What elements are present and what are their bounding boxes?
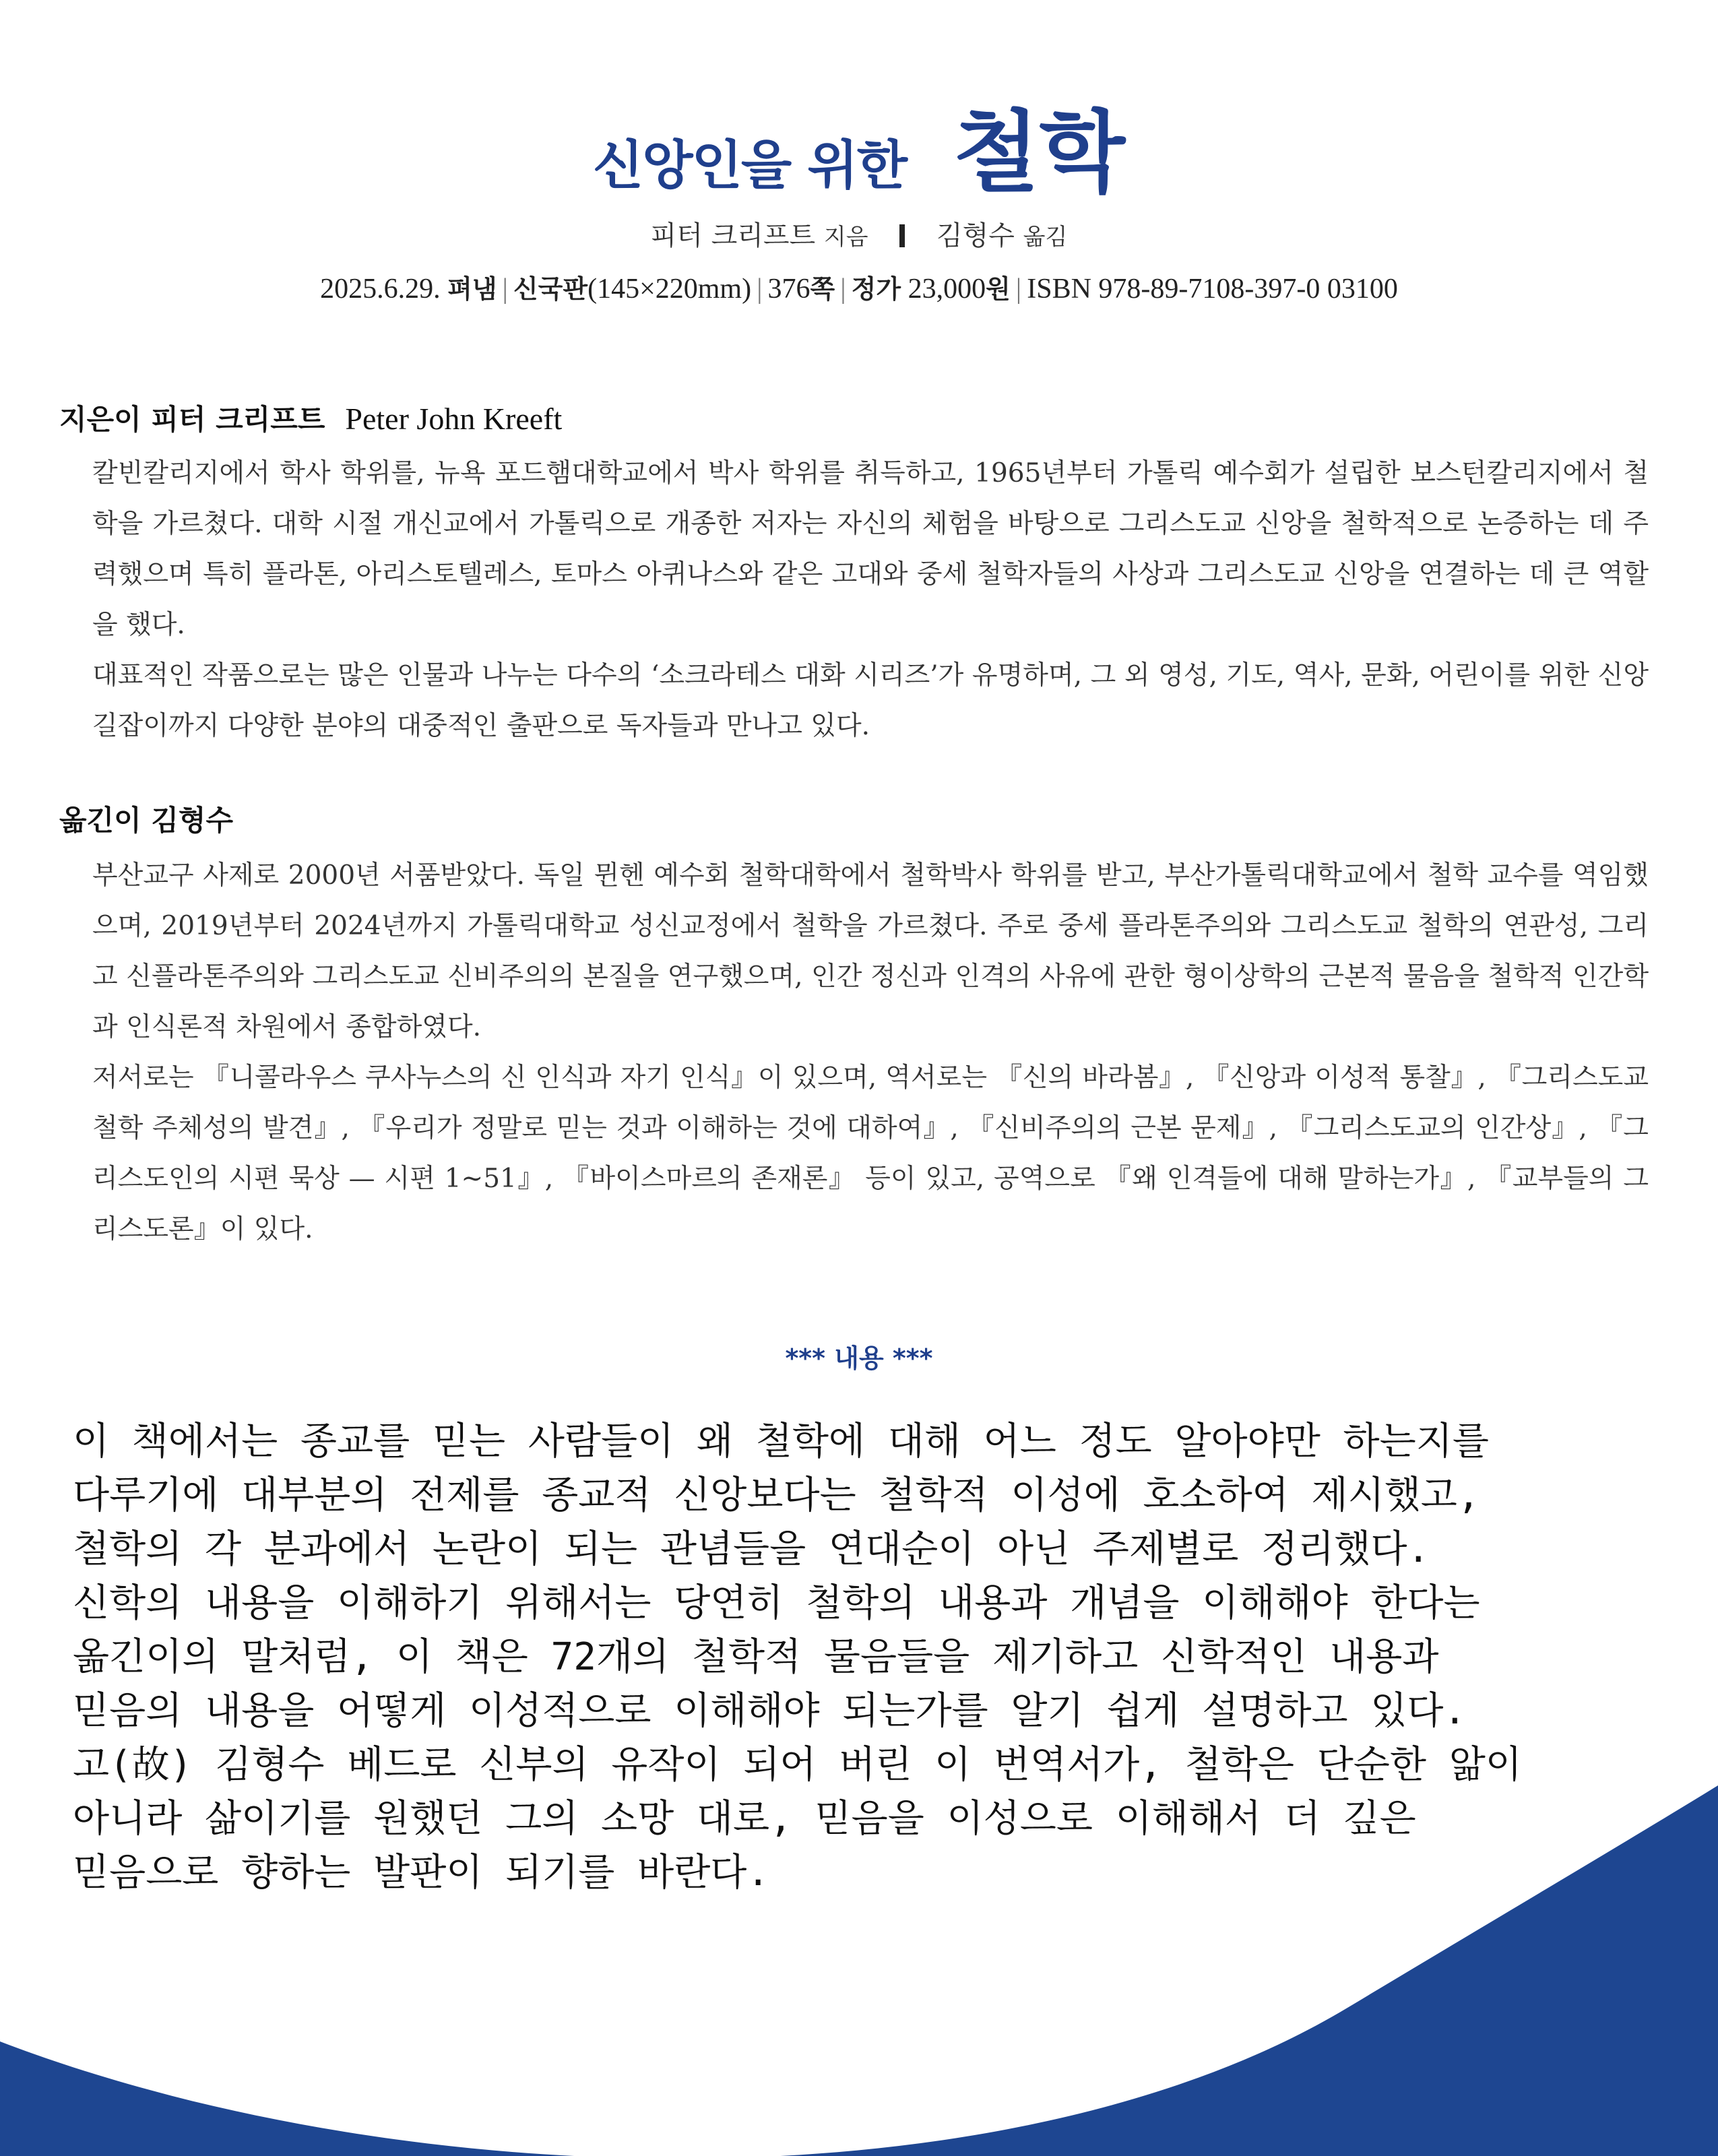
format-label: 신국판 — [513, 274, 588, 304]
price-num: 23,000 — [908, 274, 986, 305]
author-name: 피터 크리프트 — [650, 220, 816, 251]
content-line: 신학의 내용을 이해하기 위해서는 당연히 철학의 내용과 개념을 이해해야 한다는 — [73, 1581, 1480, 1625]
byline-separator — [899, 224, 905, 247]
isbn: ISBN 978-89-7108-397-0 03100 — [1027, 274, 1398, 305]
pages-unit: 쪽 — [810, 274, 835, 304]
pages-num: 376 — [767, 274, 810, 305]
author-bio-paragraph: 대표적인 작품으로는 많은 인물과 나누는 다수의 ‘소크라테스 대화 시리즈’가 유명하며, 그 외 영성, 기도, 역사, 문화, 어린이를 위한 신앙 길잡이까지 다양한 분야의 대중적인 출판으로 독자들과 만나고 있다. — [92, 660, 1649, 741]
content-body — [73, 1415, 1690, 1900]
title-small: 신앙인을 위한 — [592, 135, 907, 196]
translator-bio — [92, 850, 1649, 1255]
author-role: 지음 — [823, 224, 868, 251]
author-heading — [59, 398, 562, 438]
content-line: 다루기에 대부분의 전제를 종교적 신앙보다는 철학적 이성에 호소하여 제시했고, — [73, 1473, 1480, 1517]
content-line: 이 책에서는 종교를 믿는 사람들이 왜 철학에 대해 어느 정도 알아야만 하는지를 — [73, 1420, 1489, 1463]
title-big: 철학 — [953, 101, 1126, 205]
book-title — [0, 81, 1718, 209]
content-line: 옮긴이의 말처럼, 이 책은 72개의 철학적 물음들을 제기하고 신학적인 내용과 — [73, 1635, 1439, 1679]
author-heading-ko: 지은이 피터 크리프트 — [59, 403, 325, 436]
publication-info: 2025.6.29. 펴냄 | 신국판(145×220mm) | 376쪽 | 정가 23,000원 | ISBN 978-89-7108-397-0 03100 — [320, 274, 1398, 305]
pub-date: 2025.6.29. — [320, 274, 441, 305]
price-unit: 원 — [986, 274, 1011, 304]
content-line: 철학의 각 분과에서 논란이 되는 관념들을 연대순이 아닌 주제별로 정리했다. — [73, 1527, 1430, 1571]
content-heading: *** 내용 *** — [785, 1343, 933, 1373]
translator-heading: 옮긴이 김형수 — [59, 804, 234, 837]
byline — [0, 214, 1718, 253]
format-size: (145×220mm) — [587, 274, 752, 305]
content-line: 고(故) 김형수 베드로 신부의 유작이 되어 버린 이 번역서가, 철학은 단순한 앎이 — [73, 1743, 1522, 1787]
translator-bio-paragraph: 부산교구 사제로 2000년 서품받았다. 독일 뮌헨 예수회 철학대학에서 철학박사 학위를 받고, 부산가톨릭대학교에서 철학 교수를 역임했으며, 2019년부터 2024년까지 가톨릭대학교 성신교정에서 철학을 가르쳤다. 주로 중세 플라톤주의와 그리스도교 철학의 연관성, 그리고 신플라톤주의와 그리스도교 신비주의의 본질을 연구했으며, 인간 정신과 인격의 사유에 관한 형이상학의 근본적 물음을 철학적 인간학과 인식론적 차원에서 종합하였다. — [92, 860, 1649, 1042]
translator-name: 김형수 — [936, 220, 1015, 251]
author-bio — [92, 448, 1649, 751]
price-label: 정가 — [851, 274, 901, 304]
content-line: 믿음의 내용을 어떻게 이성적으로 이해해야 되는가를 알기 쉽게 설명하고 있다. — [73, 1689, 1467, 1733]
pub-date-label: 펴냄 — [447, 274, 497, 304]
content-line: 믿음으로 향하는 발판이 되기를 바란다. — [73, 1851, 770, 1895]
translator-bio-paragraph: 저서로는 『니콜라우스 쿠사누스의 신 인식과 자기 인식』이 있으며, 역서로는 『신의 바라봄』, 『신앙과 이성적 통찰』, 『그리스도교 철학 주체성의 발견』, 『우리가 정말로 믿는 것과 이해하는 것에 대하여』, 『신비주의의 근본 문제』, 『그리스도교의 인간상』, 『그리스도인의 시편 묵상 — 시편 1~51』, 『바이스마르의 존재론』 등이 있고, 공역으로 『왜 인격들에 대해 말하는가』, 『교부들의 그리스도론』이 있다. — [92, 1063, 1649, 1244]
author-bio-paragraph: 칼빈칼리지에서 학사 학위를, 뉴욕 포드햄대학교에서 박사 학위를 취득하고, 1965년부터 가톨릭 예수회가 설립한 보스턴칼리지에서 철학을 가르쳤다. 대학 시절 개신교에서 가톨릭으로 개종한 저자는 자신의 체험을 바탕으로 그리스도교 신앙을 철학적으로 논증하는 데 주력했으며 특히 플라톤, 아리스토텔레스, 토마스 아퀴나스와 같은 고대와 중세 철학자들의 사상과 그리스도교 신앙을 연결하는 데 큰 역할을 했다. — [92, 458, 1649, 640]
content-line: 아니라 삶이기를 원했던 그의 소망 대로, 믿음을 이성으로 이해해서 더 깊은 — [73, 1797, 1416, 1841]
author-heading-en: Peter John Kreeft — [345, 402, 563, 436]
translator-role: 옮김 — [1023, 224, 1068, 251]
